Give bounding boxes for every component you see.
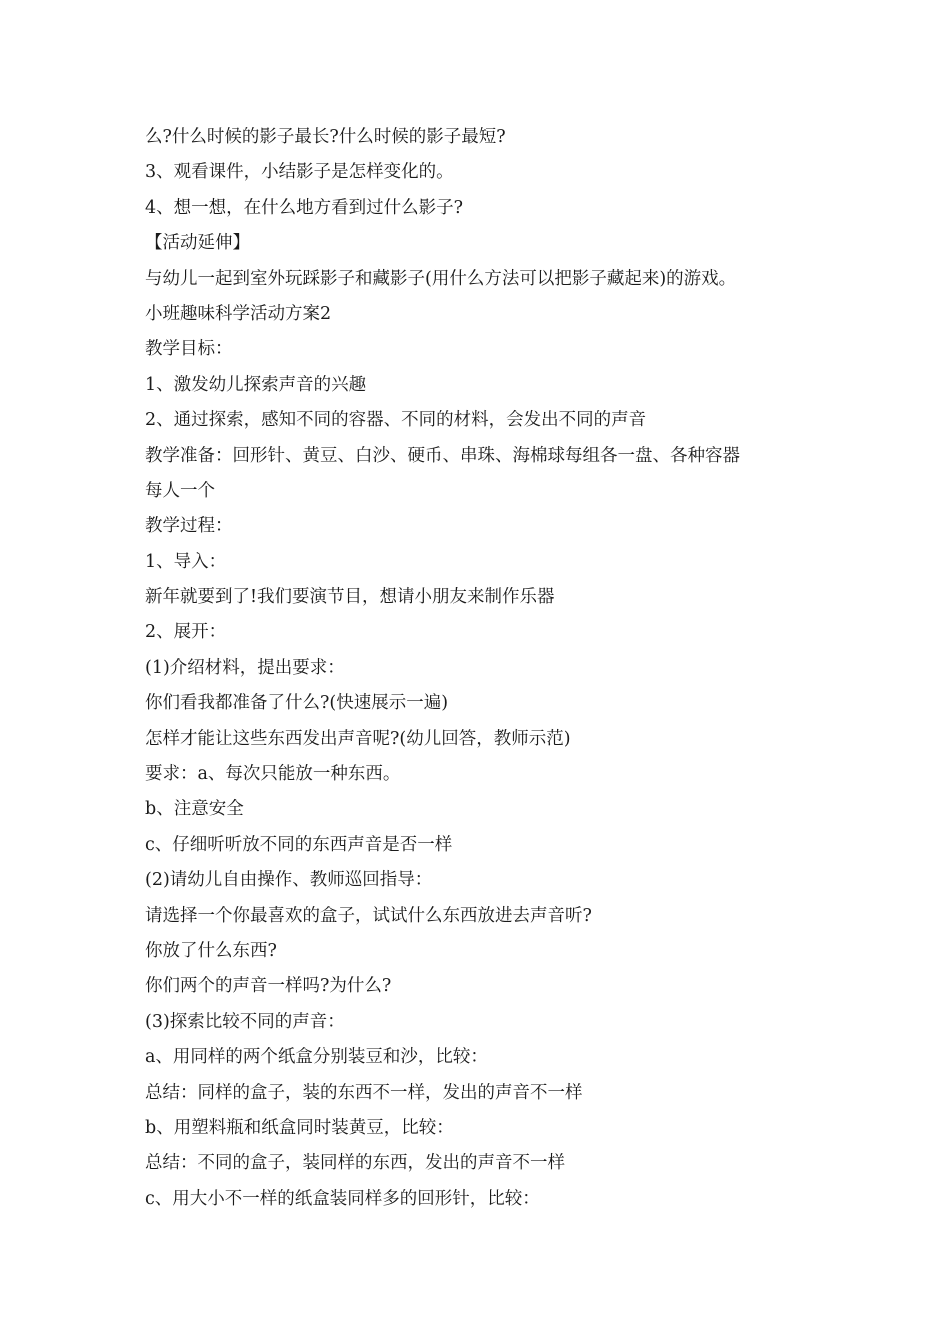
text-line: 你放了什么东西?	[145, 940, 277, 961]
text-line: 总结：同样的盒子，装的东西不一样，发出的声音不一样	[145, 1082, 583, 1103]
text-line: 2、通过探索，感知不同的容器、不同的材料，会发出不同的声音	[145, 410, 647, 431]
text-line: 教学目标：	[145, 339, 233, 360]
text-line: c、仔细听听放不同的东西声音是否一样	[145, 834, 453, 855]
text-line: 你们看我都准备了什么?(快速展示一遍)	[145, 693, 449, 714]
text-line: a、用同样的两个纸盒分别装豆和沙，比较：	[145, 1047, 488, 1068]
text-line: 你们两个的声音一样吗?为什么?	[145, 976, 392, 997]
text-line: 总结：不同的盒子，装同样的东西，发出的声音不一样	[145, 1153, 565, 1174]
text-line: 与幼儿一起到室外玩踩影子和藏影子(用什么方法可以把影子藏起来)的游戏。	[145, 268, 737, 289]
text-line: 新年就要到了!我们要演节目，想请小朋友来制作乐器	[145, 587, 555, 608]
text-line: 要求：a、每次只能放一种东西。	[145, 764, 401, 785]
text-line: 教学过程：	[145, 516, 233, 537]
text-line: 每人一个	[145, 480, 215, 501]
section-heading: 【活动延伸】	[145, 233, 250, 254]
text-line: b、注意安全	[145, 799, 244, 820]
text-line: 么?什么时候的影子最长?什么时候的影子最短?	[145, 127, 506, 147]
text-line: 3、观看课件，小结影子是怎样变化的。	[145, 162, 454, 183]
text-line: 2、展开：	[145, 622, 227, 643]
text-line: 请选择一个你最喜欢的盒子，试试什么东西放进去声音听?	[145, 905, 592, 926]
text-line: 教学准备：回形针、黄豆、白沙、硬币、串珠、海棉球每组各一盘、各种容器	[145, 445, 740, 466]
text-line: (2)请幼儿自由操作、教师巡回指导：	[145, 870, 433, 891]
text-line: 1、激发幼儿探索声音的兴趣	[145, 374, 367, 395]
text-line: (1)介绍材料，提出要求：	[145, 657, 345, 678]
text-line: (3)探索比较不同的声音：	[145, 1011, 345, 1032]
document-body	[145, 120, 825, 1217]
text-line: 1、导入：	[145, 551, 227, 572]
text-line: 4、想一想，在什么地方看到过什么影子?	[145, 197, 464, 218]
text-line: c、用大小不一样的纸盒装同样多的回形针，比较：	[145, 1188, 540, 1209]
document-title: 小班趣味科学活动方案2	[145, 303, 332, 324]
text-line: b、用塑料瓶和纸盒同时装黄豆，比较：	[145, 1117, 454, 1138]
text-line: 怎样才能让这些东西发出声音呢?(幼儿回答，教师示范)	[145, 728, 571, 749]
